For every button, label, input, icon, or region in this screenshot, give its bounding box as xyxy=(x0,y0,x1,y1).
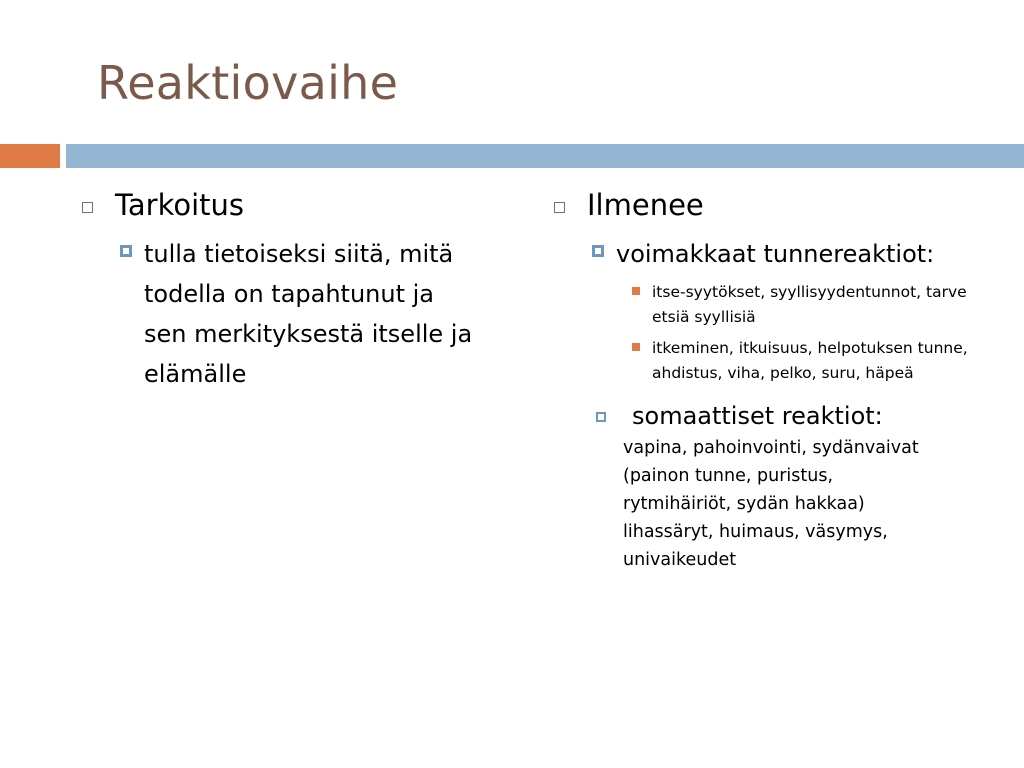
hollow-square-bullet-icon xyxy=(82,202,93,213)
square-bullet-icon xyxy=(120,245,132,257)
sub-bullet-description: vapina, pahoinvointi, sydänvaivat (painon tunne, puristus, rytmihäiriöt, sydän hakkaa) lihassäryt, huimaus, väsymys, univaikeudet xyxy=(623,438,919,570)
bullet-heading: Tarkoitus xyxy=(115,188,245,222)
hollow-square-bullet-icon xyxy=(554,202,565,213)
bullet-tarkoitus xyxy=(82,186,502,224)
sub-bullet xyxy=(592,234,1004,274)
square-bullet-icon xyxy=(592,245,604,257)
accent-bar-orange xyxy=(0,144,60,168)
bullet-heading: Ilmenee xyxy=(587,188,704,222)
sub-bullet-text: tulla tietoiseksi siitä, mitä todella on tapahtunut ja sen merkityksestä itselle ja elämälle xyxy=(144,240,473,388)
sub-sub-bullet xyxy=(632,280,1004,330)
right-column xyxy=(554,186,1004,574)
sub-bullet-text: voimakkaat tunnereaktiot: xyxy=(616,240,935,268)
filled-square-bullet-icon xyxy=(632,343,640,351)
slide-title: Reaktiovaihe xyxy=(97,56,399,110)
sub-sub-bullet xyxy=(632,336,1004,386)
square-bullet-icon xyxy=(596,412,606,422)
sub-bullet-somaattiset xyxy=(596,398,1004,574)
sub-bullet-heading: somaattiset reaktiot: xyxy=(632,402,883,430)
sub-bullet xyxy=(120,234,502,394)
sub-sub-bullet-text: itkeminen, itkuisuus, helpotuksen tunne, ahdistus, viha, pelko, suru, häpeä xyxy=(652,339,968,382)
sub-sub-bullet-text: itse-syytökset, syyllisyydentunnot, tarve etsiä syyllisiä xyxy=(652,283,967,326)
filled-square-bullet-icon xyxy=(632,287,640,295)
left-column xyxy=(82,186,502,394)
accent-bar-blue xyxy=(66,144,1024,168)
bullet-ilmenee xyxy=(554,186,1004,224)
